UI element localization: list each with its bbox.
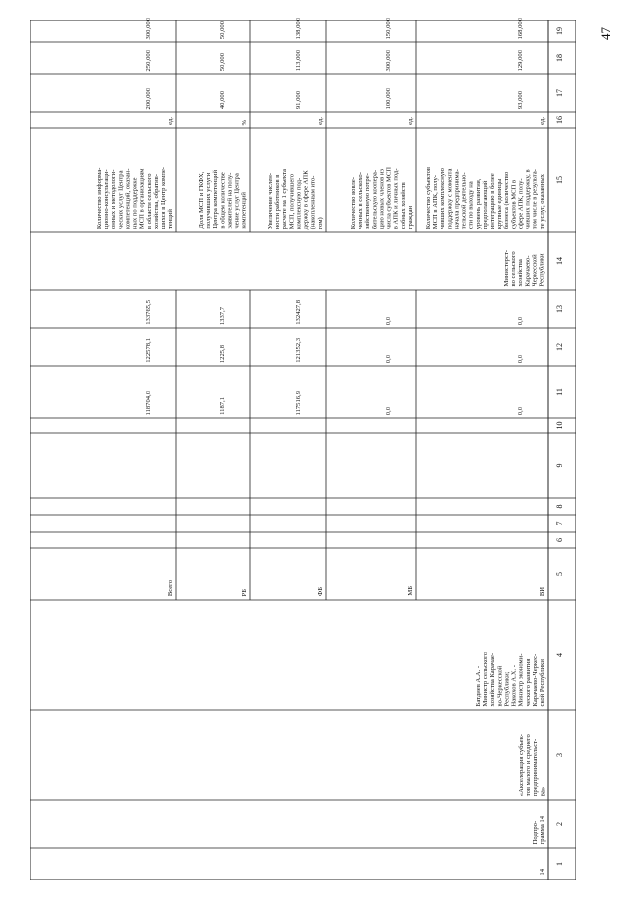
column-number-label: 16 <box>555 116 564 124</box>
value-col12: 0,0 <box>384 354 392 363</box>
column-number-label: 12 <box>555 343 564 351</box>
value-col11: 0,0 <box>516 406 524 415</box>
rotated-table-document <box>30 17 576 880</box>
value-col11: 118704,0 <box>144 390 152 415</box>
value-col19: 138,000 <box>294 17 302 39</box>
table-grid <box>30 17 576 880</box>
column-number-label: 2 <box>555 822 564 826</box>
unit: % <box>240 119 248 125</box>
column-number-label: 18 <box>555 54 564 62</box>
value-col17: 93,000 <box>516 90 524 109</box>
indicator-text: Количество субъектов МСП в АПК, полу- чивших комплексную поддержку с момента начала предпринима- тельской деятельно- сти по выходу на уровень развития, предполагающий интеграцию в более крупные единицы бизнеса (количество субъектов МСП в сфере АПК, полу- чивших поддержку, в том числе в результа- те услуг, оказанных <box>425 166 546 229</box>
column-number-label: 1 <box>555 862 564 866</box>
value-col13: 0,0 <box>516 316 524 325</box>
value-col11: 0,0 <box>384 406 392 415</box>
value-col13: 133765,5 <box>144 300 152 325</box>
value-col12: 122578,1 <box>144 338 152 363</box>
unit: ед. <box>316 117 324 125</box>
value-col13: 0,0 <box>384 316 392 325</box>
column-number-label: 13 <box>555 305 564 313</box>
value-col13: 1337,7 <box>218 306 226 325</box>
value-col17: 40,000 <box>218 90 226 109</box>
column-number-label: 5 <box>555 572 564 576</box>
column-number-label: 11 <box>555 388 564 396</box>
value-col18: 129,000 <box>516 49 524 71</box>
unit: ед. <box>166 117 174 125</box>
value-col12: 121352,3 <box>294 338 302 363</box>
executor-names: Батдиев А.А. - Министр сельского хозяйства Карачае- во-Черкесской Республики; Накохов А.Х. - Министр экономи- ческого развития Карачаево-Черкес- ской Республики <box>474 651 546 706</box>
row-number: 14 <box>538 869 546 876</box>
value-col19: 300,000 <box>144 17 152 39</box>
value-col18: 113,000 <box>294 49 302 71</box>
value-col18: 250,000 <box>144 49 152 71</box>
subprogram-name: Подпро- грамма 14 <box>531 815 546 844</box>
value-col17: 200,000 <box>144 87 152 109</box>
column-number-label: 7 <box>555 521 564 526</box>
column-number-label: 10 <box>555 421 564 430</box>
indicator-text: Количество информа- ционно-консультаци- онных и методологи- ческих услуг Центра компетенций, оказан- ных по поддержке МСП в организациям в области сельского хозяйства, обратив- шихся в Центр компе- тенций <box>95 166 174 229</box>
column-number-label: 3 <box>555 753 564 757</box>
column-number-label: 9 <box>555 463 564 468</box>
funding-source: РБ <box>240 588 248 596</box>
value-col17: 100,000 <box>384 87 392 109</box>
column-number-label: 6 <box>555 538 564 542</box>
value-col19: 50,000 <box>218 20 226 39</box>
column-number-label: 15 <box>555 176 564 184</box>
page-number: 47 <box>598 27 613 40</box>
value-col12: 1225,8 <box>218 344 226 363</box>
funding-source: Всего <box>166 579 174 596</box>
value-col11: 117516,9 <box>294 390 302 415</box>
value-col17: 91,000 <box>294 90 302 109</box>
unit: ед. <box>538 117 546 125</box>
ministry-name: Министерст- во сельского хозяйства Карачаево- Черкесской Республики <box>503 249 546 286</box>
indicator-text: Увеличение числен- ности работников в расчете на 1 субъекта МСП, получившего комплексную под- держку в сфере АПК (накопленным ито- гом) <box>267 168 324 229</box>
column-number-label: 17 <box>555 89 564 97</box>
column-number-label: 4 <box>555 653 564 657</box>
indicator-text: Количество вовле- ченных в сельскохо- зяйственную потре- бительскую коопера- цию новых членов из числа субъектов МСП в АПК и личных под- собных хозяйств граждан <box>350 166 414 229</box>
funding-source: ФБ <box>316 587 324 596</box>
value-col19: 168,000 <box>516 17 524 39</box>
value-col18: 50,000 <box>218 52 226 71</box>
value-col13: 132427,8 <box>294 300 302 325</box>
funding-source: ВИ <box>538 586 546 596</box>
value-col19: 150,000 <box>384 17 392 39</box>
indicator-text: Доля МСП и ГКФХ, получивших услуги Центра компетенций в общем количестве заявителей на полу- чение услуг Центра компетенций <box>198 170 248 229</box>
value-col18: 300,000 <box>384 49 392 71</box>
column-number-label: 14 <box>555 257 564 265</box>
funding-source: МБ <box>406 586 414 596</box>
unit: ед. <box>406 117 414 125</box>
subprogram-title: «Акселерация субъек- тов малого и среднего предпринимательст- ва» <box>517 733 546 796</box>
column-number-label: 8 <box>555 504 564 509</box>
value-col11: 1187,1 <box>218 397 226 415</box>
value-col12: 0,0 <box>516 354 524 363</box>
column-number-label: 19 <box>555 27 564 35</box>
